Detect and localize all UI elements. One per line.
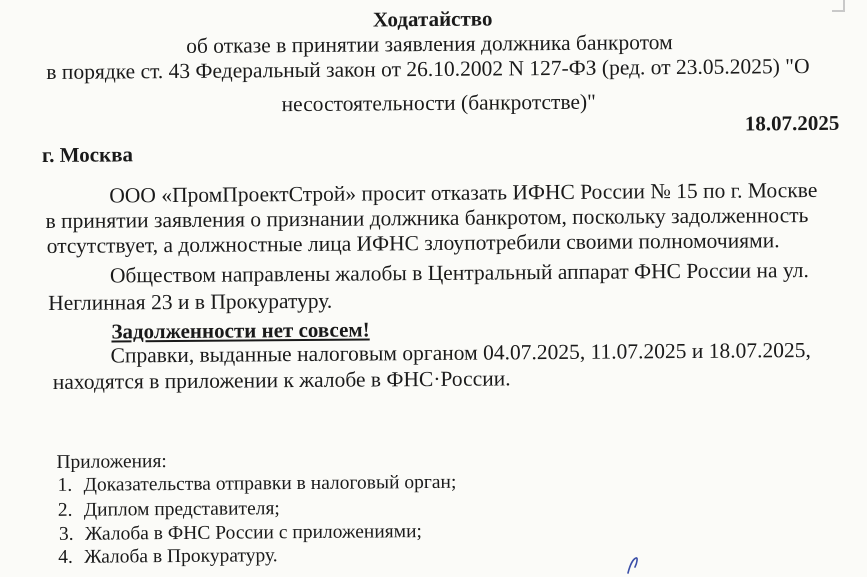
body-line-2: в принятии заявления о признании должника банкротом, поскольку задолженность bbox=[45, 203, 809, 234]
attachment-number: 1. bbox=[57, 474, 73, 496]
subtitle-line-1: об отказе в принятии заявления должника банкротом bbox=[186, 30, 673, 58]
body-line-4: Обществом направлены жалобы в Центральный аппарат ФНС России на ул. bbox=[109, 258, 809, 288]
attachment-number: 3. bbox=[58, 523, 74, 545]
document-city: г. Москва bbox=[41, 142, 134, 168]
body-line-3: отсутствует, а должностные лица ИФНС злоупотребили своими полномочиями. bbox=[46, 228, 780, 259]
attachment-item bbox=[58, 471, 457, 498]
attachment-text: Диплом представителя; bbox=[83, 498, 280, 521]
attachment-text: Доказательства отправки в налоговый орган; bbox=[83, 471, 457, 496]
attachment-text: Жалоба в Прокуратуру. bbox=[84, 545, 278, 568]
attachment-number: 4. bbox=[58, 546, 73, 568]
body-line-6: Справки, выданные налоговым органом 04.07.2025, 11.07.2025 и 18.07.2025, bbox=[110, 338, 811, 368]
body-line-1: ООО «ПромПроектСтрой» просит отказать ИФНС России № 15 по г. Москве bbox=[109, 177, 818, 208]
subtitle-line-2: в порядке ст. 43 Федеральный закон от 26.10.2002 N 127-ФЗ (ред. от 23.05.2025) "О bbox=[46, 54, 810, 85]
body-line-5: Неглинная 23 и в Прокуратуру. bbox=[48, 288, 333, 315]
emphasis-statement: Задолженности нет совсем! bbox=[111, 317, 370, 344]
document-date: 18.07.2025 bbox=[744, 110, 840, 136]
body-line-7: находятся в приложении к жалобе в ФНС·России. bbox=[52, 366, 511, 394]
attachment-item bbox=[58, 497, 280, 523]
attachment-number: 2. bbox=[57, 499, 73, 521]
attachment-item bbox=[58, 544, 278, 570]
attachment-item bbox=[59, 520, 422, 547]
attachment-text: Жалоба в ФНС России с приложениями; bbox=[84, 521, 422, 545]
document-title: Ходатайство bbox=[372, 6, 493, 32]
subtitle-line-3: несостоятельности (банкротстве)" bbox=[281, 89, 596, 117]
attachments-heading: Приложения: bbox=[56, 451, 167, 473]
signature-pen-stroke bbox=[600, 555, 680, 574]
